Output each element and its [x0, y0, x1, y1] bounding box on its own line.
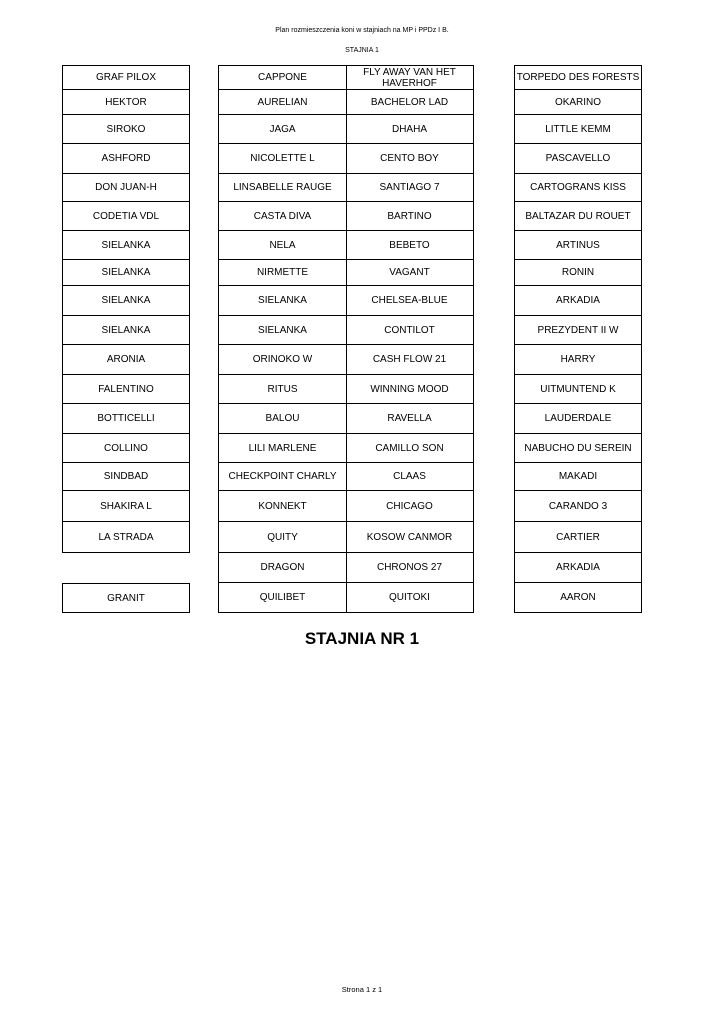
stall-cell: VAGANT: [346, 260, 474, 286]
stall-cell: HARRY: [514, 345, 642, 375]
stall-cell: MAKADI: [514, 463, 642, 491]
stall-cell: SIELANKA: [62, 286, 190, 316]
stall-cell: CASTA DIVA: [218, 202, 347, 231]
stall-cell: ARONIA: [62, 345, 190, 375]
stall-cell: BARTINO: [346, 202, 474, 231]
stall-cell: CONTILOT: [346, 316, 474, 345]
stall-cell: LAUDERDALE: [514, 404, 642, 434]
stall-cell: NELA: [218, 231, 347, 260]
stall-cell: FALENTINO: [62, 375, 190, 404]
stall-cell: QUILIBET: [218, 583, 347, 613]
stall-cell: CAMILLO SON: [346, 434, 474, 463]
stall-cell: FLY AWAY VAN HET HAVERHOF: [346, 65, 474, 90]
stall-cell: ARKADIA: [514, 286, 642, 316]
stall-cell: HEKTOR: [62, 90, 190, 115]
stall-cell: QUITY: [218, 522, 347, 553]
stall-cell: COLLINO: [62, 434, 190, 463]
stall-cell: CHELSEA-BLUE: [346, 286, 474, 316]
stall-cell: AARON: [514, 583, 642, 613]
stall-cell: [62, 553, 190, 583]
stall-cell: DRAGON: [218, 553, 347, 583]
stall-cell: BEBETO: [346, 231, 474, 260]
stall-cell: QUITOKI: [346, 583, 474, 613]
stall-cell: NABUCHO DU SEREIN: [514, 434, 642, 463]
stall-cell: LINSABELLE RAUGE: [218, 174, 347, 202]
stall-cell: WINNING MOOD: [346, 375, 474, 404]
stall-cell: SHAKIRA L: [62, 491, 190, 522]
stall-cell: LITTLE KEMM: [514, 115, 642, 144]
stall-cell: BACHELOR LAD: [346, 90, 474, 115]
stall-cell: SIELANKA: [218, 316, 347, 345]
stall-cell: DHAHA: [346, 115, 474, 144]
stall-cell: PASCAVELLO: [514, 144, 642, 174]
stall-cell: CENTO BOY: [346, 144, 474, 174]
stall-cell: CHRONOS 27: [346, 553, 474, 583]
stall-cell: NICOLETTE L: [218, 144, 347, 174]
stall-cell: KONNEKT: [218, 491, 347, 522]
stall-cell: UITMUNTEND K: [514, 375, 642, 404]
stall-cell: RITUS: [218, 375, 347, 404]
stall-cell: CARTOGRANS KISS: [514, 174, 642, 202]
stall-cell: SIROKO: [62, 115, 190, 144]
stall-cell: ARTINUS: [514, 231, 642, 260]
stall-cell: KOSOW CANMOR: [346, 522, 474, 553]
stall-cell: SANTIAGO 7: [346, 174, 474, 202]
stall-cell: RAVELLA: [346, 404, 474, 434]
stall-cell: GRANIT: [62, 583, 190, 613]
stall-cell: CLAAS: [346, 463, 474, 491]
stall-cell: ARKADIA: [514, 553, 642, 583]
stall-cell: BOTTICELLI: [62, 404, 190, 434]
stall-cell: ORINOKO W: [218, 345, 347, 375]
stall-cell: LILI MARLENE: [218, 434, 347, 463]
stall-cell: CASH FLOW 21: [346, 345, 474, 375]
stall-cell: TORPEDO DES FORESTS: [514, 65, 642, 90]
stall-cell: BALTAZAR DU ROUET: [514, 202, 642, 231]
stall-cell: CARTIER: [514, 522, 642, 553]
stall-cell: OKARINO: [514, 90, 642, 115]
stall-cell: SIELANKA: [62, 316, 190, 345]
stall-cell: GRAF PILOX: [62, 65, 190, 90]
stall-cell: DON JUAN-H: [62, 174, 190, 202]
stall-cell: ASHFORD: [62, 144, 190, 174]
stable-title: STAJNIA NR 1: [304, 629, 420, 648]
stall-cell: RONIN: [514, 260, 642, 286]
page-footer: Strona 1 z 1: [341, 985, 383, 994]
stable-label: STAJNIA 1: [345, 47, 379, 54]
stall-cell: LA STRADA: [62, 522, 190, 553]
stall-cell: BALOU: [218, 404, 347, 434]
stall-cell: SIELANKA: [62, 260, 190, 286]
stall-cell: CHICAGO: [346, 491, 474, 522]
stall-cell: CARANDO 3: [514, 491, 642, 522]
stall-cell: AURELIAN: [218, 90, 347, 115]
stall-cell: JAGA: [218, 115, 347, 144]
stall-cell: SIELANKA: [218, 286, 347, 316]
stall-cell: CHECKPOINT CHARLY: [218, 463, 347, 491]
document-title: Plan rozmieszczenia koni w stajniach na MP i PPDz I B.: [275, 27, 449, 34]
stall-cell: SINDBAD: [62, 463, 190, 491]
stall-cell: SIELANKA: [62, 231, 190, 260]
stall-cell: CODETIA VDL: [62, 202, 190, 231]
stall-cell: PREZYDENT II W: [514, 316, 642, 345]
stall-cell: CAPPONE: [218, 65, 347, 90]
stall-cell: NIRMETTE: [218, 260, 347, 286]
